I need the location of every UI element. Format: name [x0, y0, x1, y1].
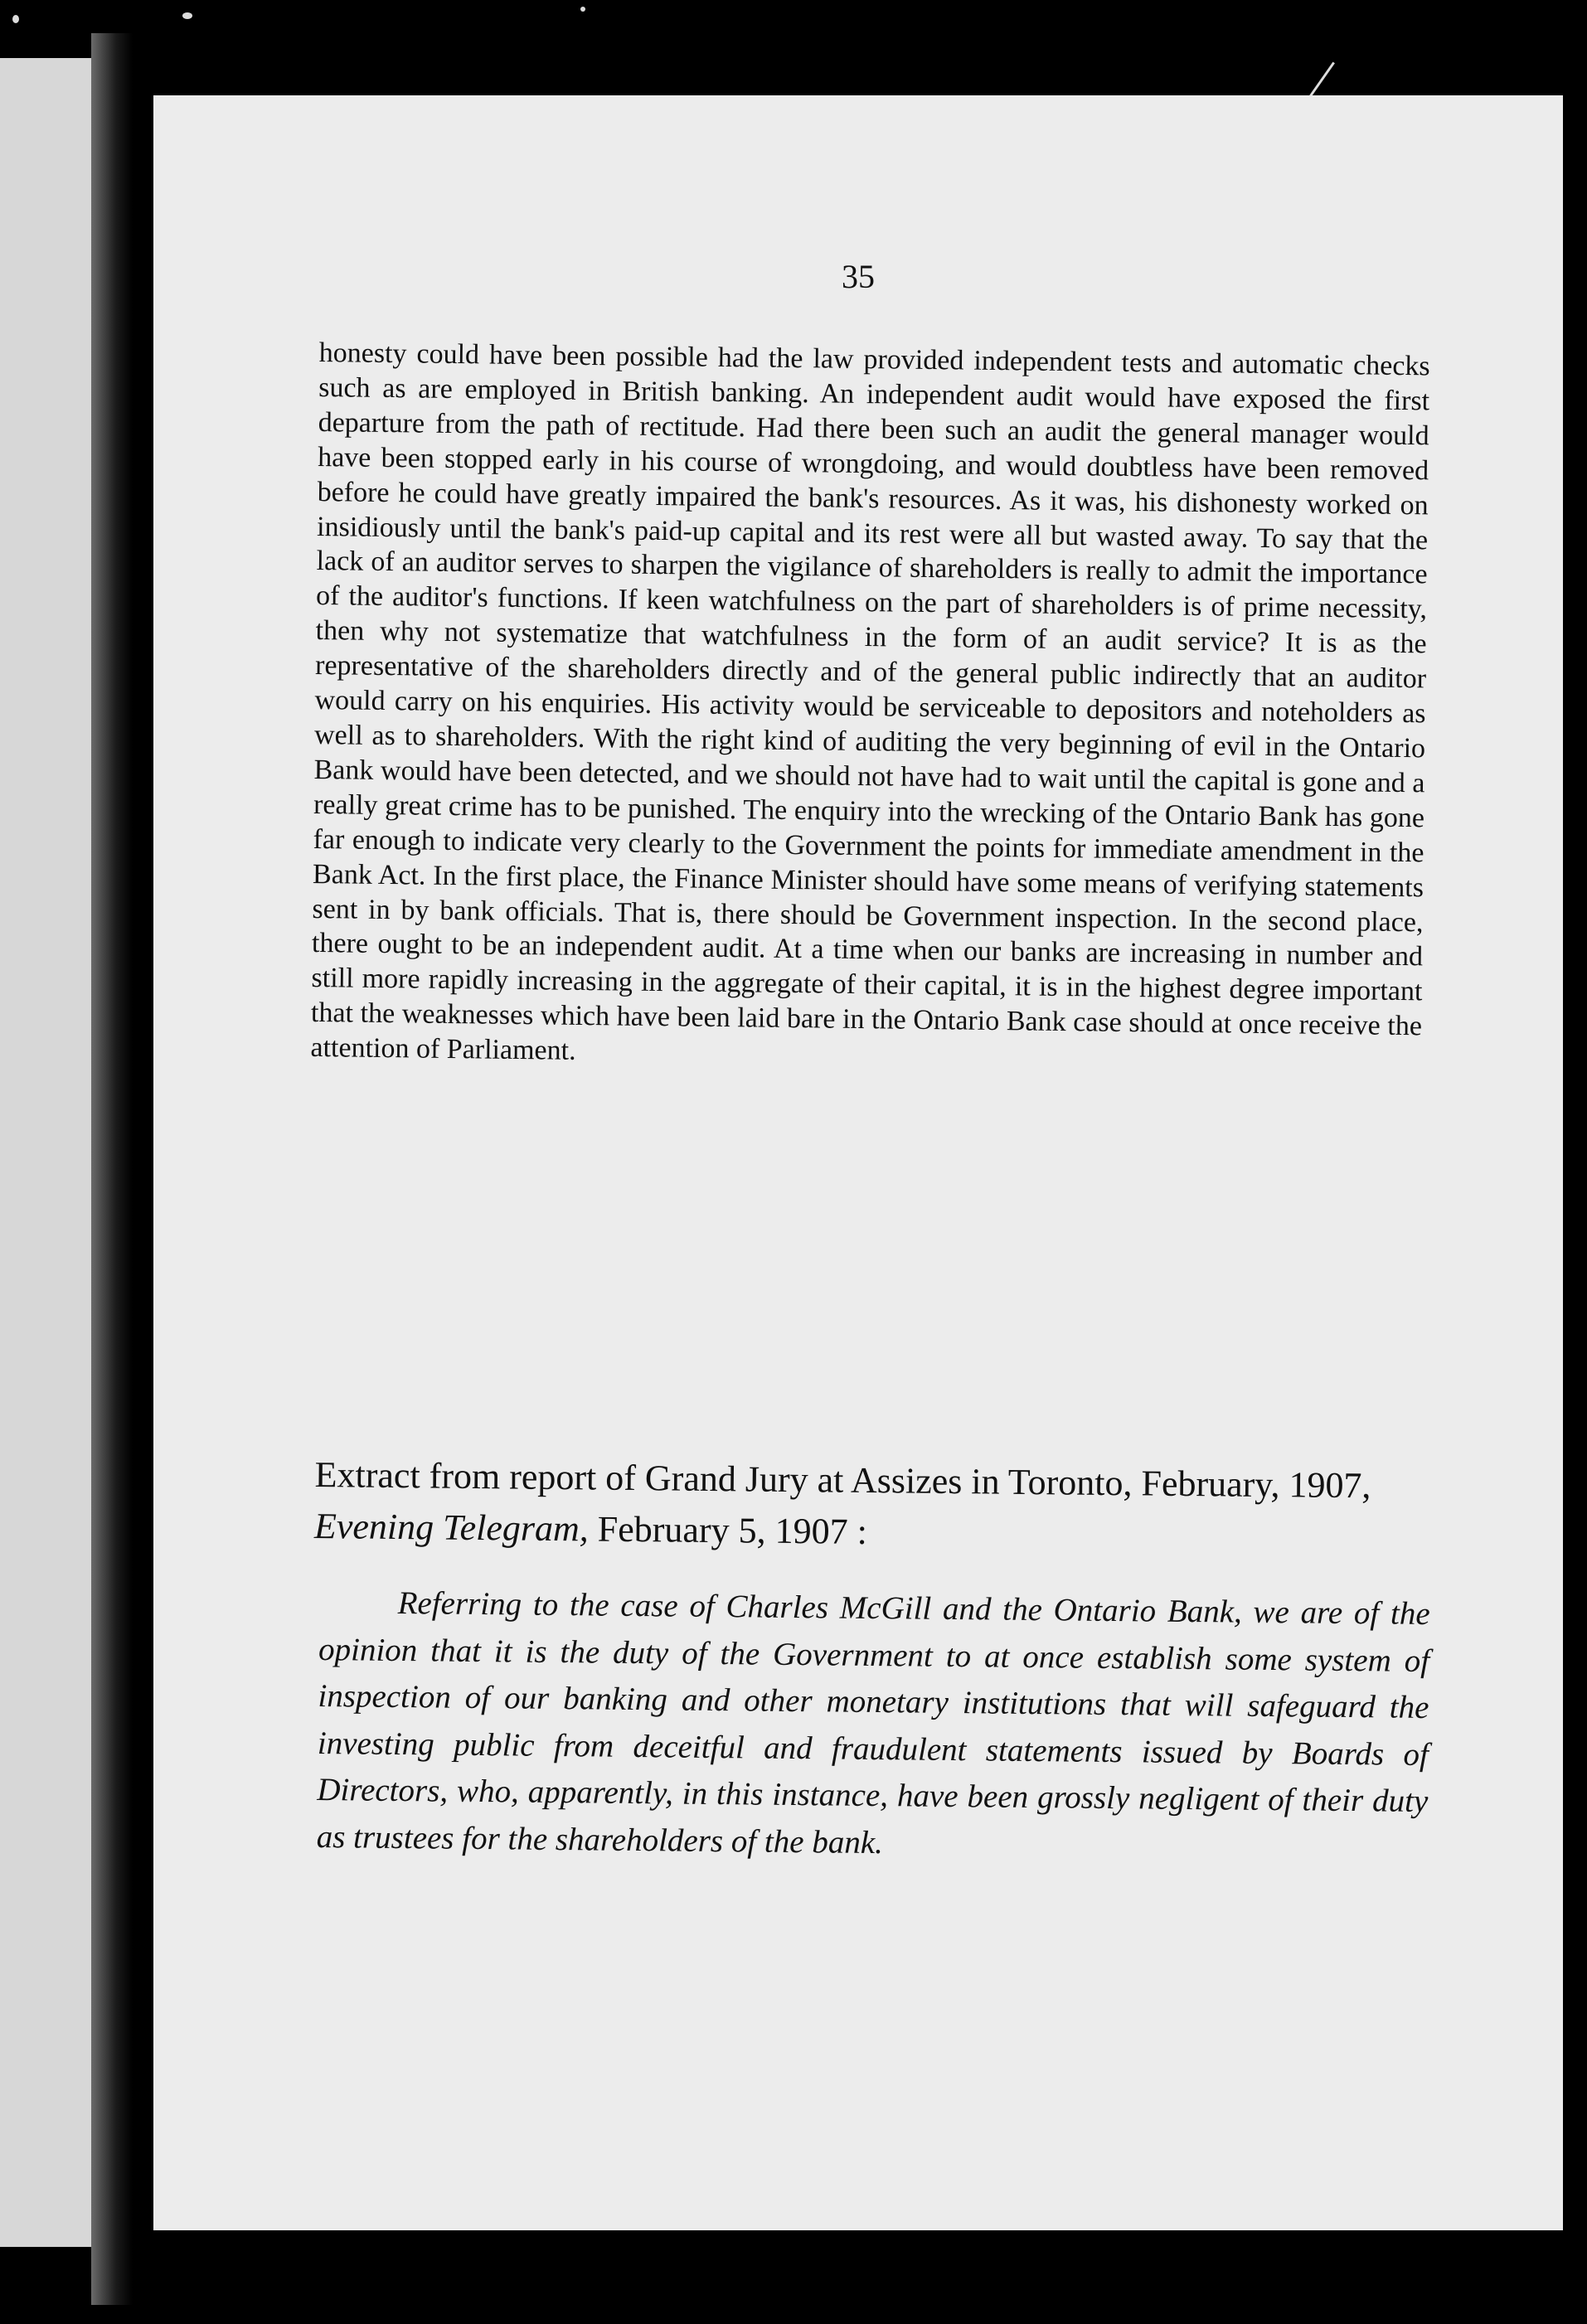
extract-source: Evening Telegram,	[313, 1505, 590, 1550]
body-paragraph: honesty could have been possible had the law provided independent tests and automatic checks such as are employed in British banking. An independent audit would have exposed the first departure from the path of rectitude. Had there been such an audit the general manager would have been stopped early in his course of wrongdoing, and would doubtless have been removed before he could have greatly impaired the bank's resources. As it was, his dishonesty worked on insidiously until the bank's paid-up capital and its rest were all but wasted away. To say that the lack of an auditor serves to sharpen the vigilance of shareholders is really to admit the importance of the auditor's functions. If keen watchfulness on the part of shareholders is of prime necessity, then why not systematize that watchfulness in the form of an audit service? It is as the representative of the shareholders directly and of the general public indirectly that an auditor would carry on his enquiries. His activity would be serviceable to depositors and noteholders as well as to shareholders. With the right kind of auditing the very beginning of evil in the Ontario Bank would have been detected, and we should not have had to wait until the capital is gone and a really great crime has to be punished. The enquiry into the wrecking of the Ontario Bank has gone far enough to indicate very clearly to the Government the points for immediate amendment in the Bank Act. In the first place, the Finance Minister should have some means of verifying statements sent in by bank officials. That is, there should be Government inspection. In the second place, there ought to be an independent audit. At a time when our banks are increasing in number and still more rapidly increasing in the aggregate of their capital, it is in the highest degree important that the weaknesses which have been laid bare in the Ontario Bank case should at once receive the attention of Parliament.	[310, 337, 1430, 1066]
extract-heading-text: Extract from report of Grand Jury at Assizes in Toronto, February, 1907,	[314, 1453, 1371, 1506]
scan-speck	[12, 15, 19, 23]
extract-heading	[314, 1449, 1426, 1564]
binding-shadow	[91, 33, 133, 2305]
scan-speck	[182, 12, 192, 19]
document-page	[153, 95, 1563, 2230]
extract-date: February 5, 1907 :	[597, 1508, 868, 1552]
page-number: 35	[842, 258, 875, 295]
scan-speck	[580, 7, 585, 12]
grand-jury-quote: Referring to the case of Charles McGill and the Ontario Bank, we are of the opinion that it is the duty of the Government to at once establish some system of inspection of our banking and other monetary institutions that will safeguard the investing public from deceitful and fraudulent statements issued by Boards of Directors, who, apparently, in this instance, have been grossly negligent of their duty as trustees for the shareholders of the bank.	[316, 1584, 1430, 1861]
